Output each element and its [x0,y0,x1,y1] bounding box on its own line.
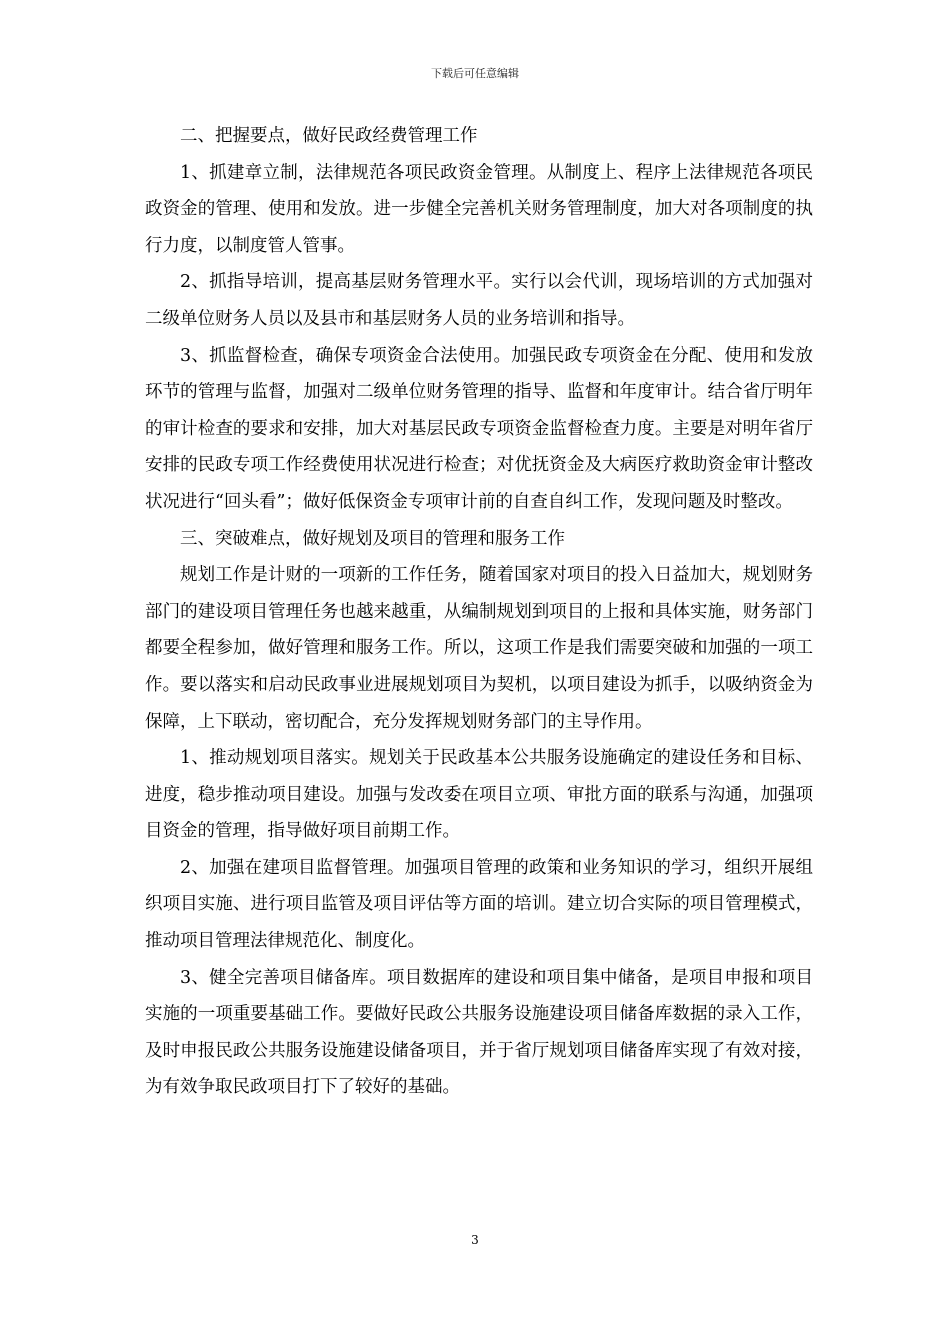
section-heading-two: 二、把握要点，做好民政经费管理工作 [180,126,478,146]
paragraph: 规划工作是计财的一项新的工作任务，随着国家对项目的投入日益加大，规划财务部门的建设项目管理任务也越来越重，从编制规划到项目的上报和具体实施，财务部门都要全程参加，做好管理和服务工作。所以，这项工作是我们需要突破和加强的一项工作。要以落实和启动民政事业进展规划项目为契机，以项目建设为抓手，以吸纳资金为保障，上下联动，密切配合，充分发挥规划财务部门的主导作用。 [145,565,813,732]
paragraph: 3、健全完善项目储备库。项目数据库的建设和项目集中储备，是项目申报和项目实施的一项重要基础工作。要做好民政公共服务设施建设项目储备库数据的录入工作，及时申报民政公共服务设施建设储备项目，并于省厅规划项目储备库实现了有效对接，为有效争取民政项目打下了较好的基础。 [145,967,813,1098]
paragraph: 3、抓监督检查，确保专项资金合法使用。加强民政专项资金在分配、使用和发放环节的管理与监督，加强对二级单位财务管理的指导、监督和年度审计。结合省厅明年的审计检查的要求和安排，加大对基层民政专项资金监督检查力度。主要是对明年省厅安排的民政专项工作经费使用状况进行检查；对优抚资金及大病医疗救助资金审计整改状况进行“回头看”；做好低保资金专项审计前的自查自纠工作，发现问题及时整改。 [145,345,813,512]
page-number: 3 [471,1233,479,1247]
section-heading-three: 三、突破难点，做好规划及项目的管理和服务工作 [180,528,565,549]
paragraph: 2、抓指导培训，提高基层财务管理水平。实行以会代训，现场培训的方式加强对二级单位财务人员以及县市和基层财务人员的业务培训和指导。 [145,272,813,329]
paragraph: 1、推动规划项目落实。规划关于民政基本公共服务设施确定的建设任务和目标、进度，稳步推动项目建设。加强与发改委在项目立项、审批方面的联系与沟通，加强项目资金的管理，指导做好项目前期工作。 [145,748,813,842]
page-header: 下载后可任意编辑 [431,67,519,80]
paragraph: 1、抓建章立制，法律规范各项民政资金管理。从制度上、程序上法律规范各项民政资金的管理、使用和发放。进一步健全完善机关财务管理制度，加大对各项制度的执行力度，以制度管人管事。 [145,162,813,256]
document-body [145,118,813,1106]
paragraph: 2、加强在建项目监督管理。加强项目管理的政策和业务知识的学习，组织开展组织项目实施、进行项目监管及项目评估等方面的培训。建立切合实际的项目管理模式，推动项目管理法律规范化、制度化。 [145,857,813,952]
